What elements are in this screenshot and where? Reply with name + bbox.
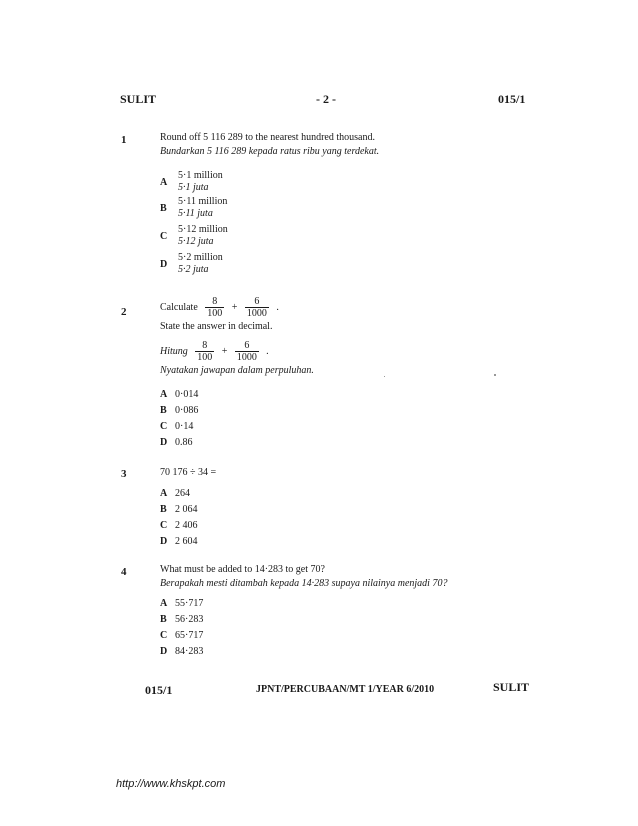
option-letter: D: [160, 536, 168, 547]
fraction-8-over-100: [205, 296, 224, 319]
calculate-label: Calculate: [160, 301, 198, 313]
question-4-text-ms: Berapakah mesti ditambah kepada 14·283 supaya nilainya menjadi 70?: [160, 578, 448, 589]
option-letter: B: [160, 405, 167, 416]
option-value: 0·086: [175, 405, 199, 416]
question-2-number: 2: [121, 306, 127, 318]
option-letter: A: [160, 389, 168, 400]
option-value: 0·014: [175, 389, 199, 400]
option-text-ms: 5·11 juta: [178, 208, 213, 219]
option-text-ms: 5·2 juta: [178, 264, 209, 275]
option-value: 2 064: [175, 504, 198, 515]
option-letter: A: [160, 488, 168, 499]
fraction-denominator: 100: [207, 308, 223, 319]
question-4-text-en: What must be added to 14·283 to get 70?: [160, 564, 325, 575]
option-letter: B: [160, 504, 167, 515]
question-1-number: 1: [121, 134, 127, 146]
question-4-option-d[interactable]: [160, 646, 203, 658]
scan-speck: [384, 376, 385, 377]
option-letter: D: [160, 646, 168, 657]
fraction-numerator: 6: [235, 340, 259, 352]
fraction-6-over-1000: [245, 296, 269, 319]
option-text-en: 5·1 million: [178, 170, 223, 181]
question-2-instruction-ms: Nyatakan jawapan dalam perpuluhan.: [160, 365, 314, 376]
option-value: 0.86: [175, 437, 193, 448]
header-sulit: SULIT: [120, 92, 157, 106]
fraction-6-over-1000: [235, 340, 259, 363]
question-4-option-c[interactable]: [160, 630, 203, 642]
question-2-option-d[interactable]: [160, 437, 193, 449]
option-value: 65·717: [175, 630, 204, 641]
fraction-denominator: 1000: [236, 352, 257, 363]
question-3-option-b[interactable]: [160, 504, 198, 516]
fraction-numerator: 8: [205, 296, 224, 308]
option-value: 56·283: [175, 614, 204, 625]
question-1-text-en: Round off 5 116 289 to the nearest hundred thousand.: [160, 132, 375, 143]
option-letter: A: [160, 598, 168, 609]
option-value: 2 604: [175, 536, 198, 547]
page-number: - 2 -: [316, 92, 336, 106]
option-letter: C: [160, 231, 168, 242]
question-2-option-a[interactable]: [160, 389, 198, 401]
option-value: 84·283: [175, 646, 204, 657]
question-4-option-b[interactable]: [160, 614, 203, 626]
period: .: [276, 301, 279, 313]
option-value: 55·717: [175, 598, 204, 609]
question-4-option-a[interactable]: [160, 598, 203, 610]
question-2-option-c[interactable]: [160, 421, 193, 433]
option-letter: B: [160, 203, 167, 214]
plus-sign: +: [231, 301, 238, 313]
question-3-option-a[interactable]: [160, 488, 190, 500]
option-letter: C: [160, 630, 168, 641]
question-4-number: 4: [121, 566, 127, 578]
option-letter: C: [160, 520, 168, 531]
option-letter: D: [160, 437, 168, 448]
fraction-denominator: 100: [197, 352, 213, 363]
fraction-numerator: 6: [245, 296, 269, 308]
option-text-en: 5·2 million: [178, 252, 223, 263]
option-text-ms: 5·1 juta: [178, 182, 209, 193]
header-paper-code: 015/1: [498, 92, 526, 106]
option-text-en: 5·11 million: [178, 196, 228, 207]
option-letter: C: [160, 421, 168, 432]
source-url-link[interactable]: http://www.khskpt.com: [116, 778, 226, 790]
footer-paper-code: 015/1: [145, 683, 173, 697]
period: .: [266, 345, 269, 357]
question-3-number: 3: [121, 468, 127, 480]
footer-sulit: SULIT: [493, 680, 530, 694]
question-3-option-d[interactable]: [160, 536, 198, 548]
footer-exam-code: JPNT/PERCUBAAN/MT 1/YEAR 6/2010: [256, 684, 435, 695]
plus-sign: +: [221, 345, 228, 357]
question-1-text-ms: Bundarkan 5 116 289 kepada ratus ribu yang terdekat.: [160, 146, 380, 157]
question-2-option-b[interactable]: [160, 405, 198, 417]
scan-speck: [494, 374, 496, 376]
question-2-expression-en: [160, 296, 282, 319]
hitung-label: Hitung: [160, 345, 188, 357]
fraction-numerator: 8: [195, 340, 214, 352]
option-value: 264: [175, 488, 190, 499]
option-letter: A: [160, 177, 168, 188]
fraction-denominator: 1000: [246, 308, 267, 319]
question-2-instruction-en: State the answer in decimal.: [160, 321, 273, 332]
question-3-option-c[interactable]: [160, 520, 198, 532]
option-letter: B: [160, 614, 167, 625]
fraction-8-over-100: [195, 340, 214, 363]
option-value: 0·14: [175, 421, 194, 432]
option-value: 2 406: [175, 520, 198, 531]
option-text-en: 5·12 million: [178, 224, 228, 235]
option-letter: D: [160, 259, 168, 270]
question-3-text: 70 176 ÷ 34 =: [160, 467, 217, 478]
option-text-ms: 5·12 juta: [178, 236, 214, 247]
question-2-expression-ms: [160, 340, 272, 363]
